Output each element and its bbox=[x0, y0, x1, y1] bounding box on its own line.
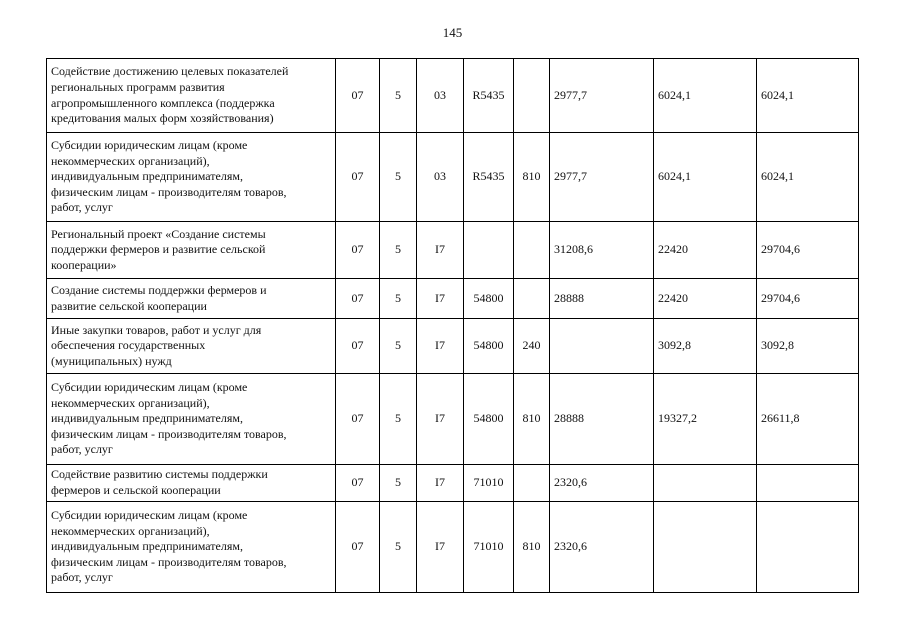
target-code: R5435 bbox=[464, 59, 514, 133]
target-code bbox=[464, 222, 514, 279]
amount-year-1: 2320,6 bbox=[550, 465, 654, 502]
expense-type-code: 810 bbox=[514, 133, 550, 222]
row-name bbox=[47, 319, 336, 374]
expense-type-code bbox=[514, 465, 550, 502]
table-row bbox=[47, 59, 859, 133]
subsection-code: 5 bbox=[380, 465, 417, 502]
name-line: Региональный проект «Создание системы bbox=[51, 226, 266, 241]
name-line: агропромышленного комплекса (поддержка bbox=[51, 95, 275, 110]
section-code: 07 bbox=[336, 465, 380, 502]
name-line: физическим лицам - производителям товаров, bbox=[51, 554, 287, 569]
subsection-code: 5 bbox=[380, 59, 417, 133]
amount-year-1: 2320,6 bbox=[550, 502, 654, 593]
row-name bbox=[47, 465, 336, 502]
row-name bbox=[47, 374, 336, 465]
expense-type-code bbox=[514, 279, 550, 319]
row-name bbox=[47, 502, 336, 593]
amount-year-1: 2977,7 bbox=[550, 133, 654, 222]
row-name bbox=[47, 59, 336, 133]
section-code: 07 bbox=[336, 374, 380, 465]
name-line: работ, услуг bbox=[51, 200, 113, 215]
amount-year-1: 2977,7 bbox=[550, 59, 654, 133]
name-line: обеспечения государственных bbox=[51, 338, 206, 353]
page-number: 145 bbox=[442, 25, 463, 40]
name-line: Содействие развитию системы поддержки bbox=[51, 467, 268, 482]
table-row bbox=[47, 502, 859, 593]
expense-type-code: 810 bbox=[514, 374, 550, 465]
amount-year-2: 6024,1 bbox=[654, 59, 757, 133]
name-line: Создание системы поддержки фермеров и bbox=[51, 282, 267, 297]
section-code: 07 bbox=[336, 59, 380, 133]
target-code: 71010 bbox=[464, 502, 514, 593]
name-line: индивидуальным предпринимателям, bbox=[51, 169, 243, 184]
name-line: работ, услуг bbox=[51, 442, 113, 457]
expense-type-code bbox=[514, 222, 550, 279]
name-line: Содействие достижению целевых показателей bbox=[51, 64, 289, 79]
program-code: I7 bbox=[417, 319, 464, 374]
amount-year-3: 29704,6 bbox=[757, 222, 859, 279]
name-line: работ, услуг bbox=[51, 570, 113, 585]
name-line: развитие сельской кооперации bbox=[51, 298, 207, 313]
program-code: 03 bbox=[417, 133, 464, 222]
program-code: I7 bbox=[417, 374, 464, 465]
table-row bbox=[47, 279, 859, 319]
amount-year-1: 28888 bbox=[550, 374, 654, 465]
amount-year-3 bbox=[757, 502, 859, 593]
section-code: 07 bbox=[336, 279, 380, 319]
program-code: I7 bbox=[417, 279, 464, 319]
amount-year-1: 28888 bbox=[550, 279, 654, 319]
subsection-code: 5 bbox=[380, 502, 417, 593]
name-line: региональных программ развития bbox=[51, 79, 225, 94]
name-line: физическим лицам - производителям товаров, bbox=[51, 426, 287, 441]
amount-year-3: 3092,8 bbox=[757, 319, 859, 374]
amount-year-2 bbox=[654, 502, 757, 593]
amount-year-1 bbox=[550, 319, 654, 374]
row-name bbox=[47, 279, 336, 319]
program-code: I7 bbox=[417, 222, 464, 279]
target-code: R5435 bbox=[464, 133, 514, 222]
budget-table bbox=[46, 58, 859, 593]
amount-year-2: 22420 bbox=[654, 222, 757, 279]
subsection-code: 5 bbox=[380, 133, 417, 222]
name-line: Субсидии юридическим лицам (кроме bbox=[51, 508, 248, 523]
program-code: I7 bbox=[417, 465, 464, 502]
table-row bbox=[47, 133, 859, 222]
name-line: фермеров и сельской кооперации bbox=[51, 483, 221, 497]
amount-year-3: 6024,1 bbox=[757, 59, 859, 133]
row-name bbox=[47, 133, 336, 222]
name-line: Иные закупки товаров, работ и услуг для bbox=[51, 322, 262, 337]
subsection-code: 5 bbox=[380, 319, 417, 374]
section-code: 07 bbox=[336, 133, 380, 222]
table-row bbox=[47, 319, 859, 374]
name-line: некоммерческих организаций), bbox=[51, 395, 210, 410]
amount-year-2: 6024,1 bbox=[654, 133, 757, 222]
expense-type-code: 240 bbox=[514, 319, 550, 374]
expense-type-code bbox=[514, 59, 550, 133]
name-line: индивидуальным предпринимателям, bbox=[51, 539, 243, 554]
target-code: 54800 bbox=[464, 319, 514, 374]
name-line: Субсидии юридическим лицам (кроме bbox=[51, 138, 248, 153]
section-code: 07 bbox=[336, 502, 380, 593]
program-code: 03 bbox=[417, 59, 464, 133]
table-row bbox=[47, 465, 859, 502]
name-line: Субсидии юридическим лицам (кроме bbox=[51, 380, 248, 395]
amount-year-2: 3092,8 bbox=[654, 319, 757, 374]
amount-year-3 bbox=[757, 465, 859, 502]
expense-type-code: 810 bbox=[514, 502, 550, 593]
name-line: (муниципальных) нужд bbox=[51, 353, 172, 368]
row-name bbox=[47, 222, 336, 279]
name-line: физическим лицам - производителям товаров, bbox=[51, 184, 287, 199]
table-row bbox=[47, 222, 859, 279]
amount-year-1: 31208,6 bbox=[550, 222, 654, 279]
table-body bbox=[47, 59, 859, 593]
name-line: кредитования малых форм хозяйствования) bbox=[51, 111, 274, 126]
name-line: индивидуальным предпринимателям, bbox=[51, 411, 243, 426]
amount-year-2 bbox=[654, 465, 757, 502]
amount-year-2: 19327,2 bbox=[654, 374, 757, 465]
target-code: 71010 bbox=[464, 465, 514, 502]
section-code: 07 bbox=[336, 222, 380, 279]
amount-year-3: 29704,6 bbox=[757, 279, 859, 319]
subsection-code: 5 bbox=[380, 222, 417, 279]
amount-year-2: 22420 bbox=[654, 279, 757, 319]
subsection-code: 5 bbox=[380, 279, 417, 319]
target-code: 54800 bbox=[464, 279, 514, 319]
name-line: некоммерческих организаций), bbox=[51, 153, 210, 168]
name-line: некоммерческих организаций), bbox=[51, 523, 210, 538]
amount-year-3: 6024,1 bbox=[757, 133, 859, 222]
name-line: поддержки фермеров и развитие сельской bbox=[51, 242, 266, 257]
name-line: кооперации» bbox=[51, 257, 117, 272]
table-row bbox=[47, 374, 859, 465]
subsection-code: 5 bbox=[380, 374, 417, 465]
section-code: 07 bbox=[336, 319, 380, 374]
target-code: 54800 bbox=[464, 374, 514, 465]
program-code: I7 bbox=[417, 502, 464, 593]
amount-year-3: 26611,8 bbox=[757, 374, 859, 465]
